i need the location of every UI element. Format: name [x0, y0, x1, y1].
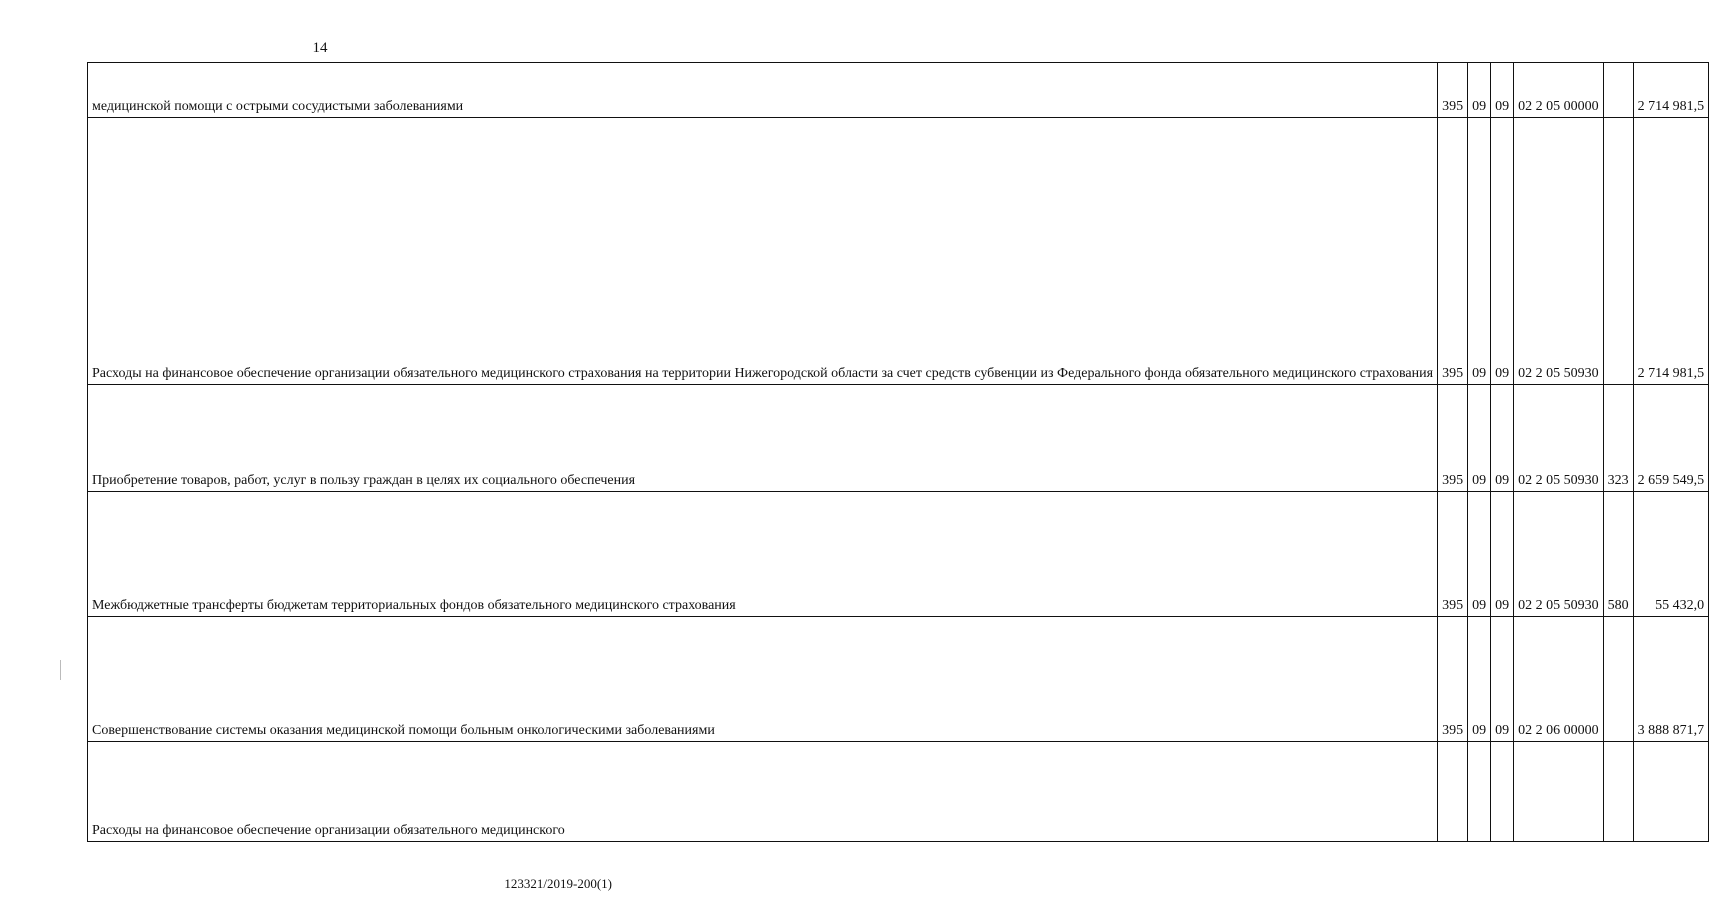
table-row	[88, 492, 1709, 617]
row-col2: 09	[1468, 385, 1491, 492]
row-vr: 580	[1603, 492, 1633, 617]
row-vr	[1603, 742, 1633, 842]
row-vr	[1603, 617, 1633, 742]
row-col1: 395	[1438, 617, 1468, 742]
row-col1: 395	[1438, 63, 1468, 118]
table-row	[88, 617, 1709, 742]
row-amount	[1633, 742, 1709, 842]
budget-table	[87, 62, 1709, 842]
row-vr: 323	[1603, 385, 1633, 492]
table-row	[88, 63, 1709, 118]
row-amount: 55 432,0	[1633, 492, 1709, 617]
row-col2: 09	[1468, 63, 1491, 118]
row-code: 02 2 05 50930	[1514, 118, 1604, 385]
row-col3	[1491, 742, 1514, 842]
row-col3: 09	[1491, 385, 1514, 492]
row-code: 02 2 05 00000	[1514, 63, 1604, 118]
row-col2: 09	[1468, 492, 1491, 617]
page-number: 14	[312, 40, 328, 56]
table-row	[88, 118, 1709, 385]
row-amount: 2 714 981,5	[1633, 118, 1709, 385]
row-amount: 2 659 549,5	[1633, 385, 1709, 492]
row-name: медицинской помощи с острыми сосудистыми заболеваниями	[88, 63, 1438, 118]
row-col1: 395	[1438, 118, 1468, 385]
row-col3: 09	[1491, 617, 1514, 742]
row-name: Расходы на финансовое обеспечение организации обязательного медицинского страхования на территории Нижегородской области за счет средств субвенции из Федерального фонда обязательного медицинского страхования	[88, 118, 1438, 385]
row-name: Совершенствование системы оказания медицинской помощи больным онкологическими заболеваниями	[88, 617, 1438, 742]
row-name: Расходы на финансовое обеспечение организации обязательного медицинского	[88, 742, 1438, 842]
row-amount: 3 888 871,7	[1633, 617, 1709, 742]
row-name: Межбюджетные трансферты бюджетам территориальных фондов обязательного медицинского страхования	[88, 492, 1438, 617]
row-col2: 09	[1468, 617, 1491, 742]
row-col2: 09	[1468, 118, 1491, 385]
row-code: 02 2 05 50930	[1514, 385, 1604, 492]
row-col3: 09	[1491, 492, 1514, 617]
document-code: 123321/2019-200(1)	[504, 876, 612, 891]
row-col3: 09	[1491, 63, 1514, 118]
row-col2	[1468, 742, 1491, 842]
row-amount: 2 714 981,5	[1633, 63, 1709, 118]
margin-mark	[60, 660, 61, 680]
table-row	[88, 742, 1709, 842]
row-code: 02 2 06 00000	[1514, 617, 1604, 742]
table-row	[88, 385, 1709, 492]
row-col1: 395	[1438, 385, 1468, 492]
row-col3: 09	[1491, 118, 1514, 385]
row-name: Приобретение товаров, работ, услуг в пользу граждан в целях их социального обеспечения	[88, 385, 1438, 492]
row-vr	[1603, 118, 1633, 385]
row-col1	[1438, 742, 1468, 842]
row-col1: 395	[1438, 492, 1468, 617]
row-vr	[1603, 63, 1633, 118]
row-code: 02 2 05 50930	[1514, 492, 1604, 617]
row-code	[1514, 742, 1604, 842]
